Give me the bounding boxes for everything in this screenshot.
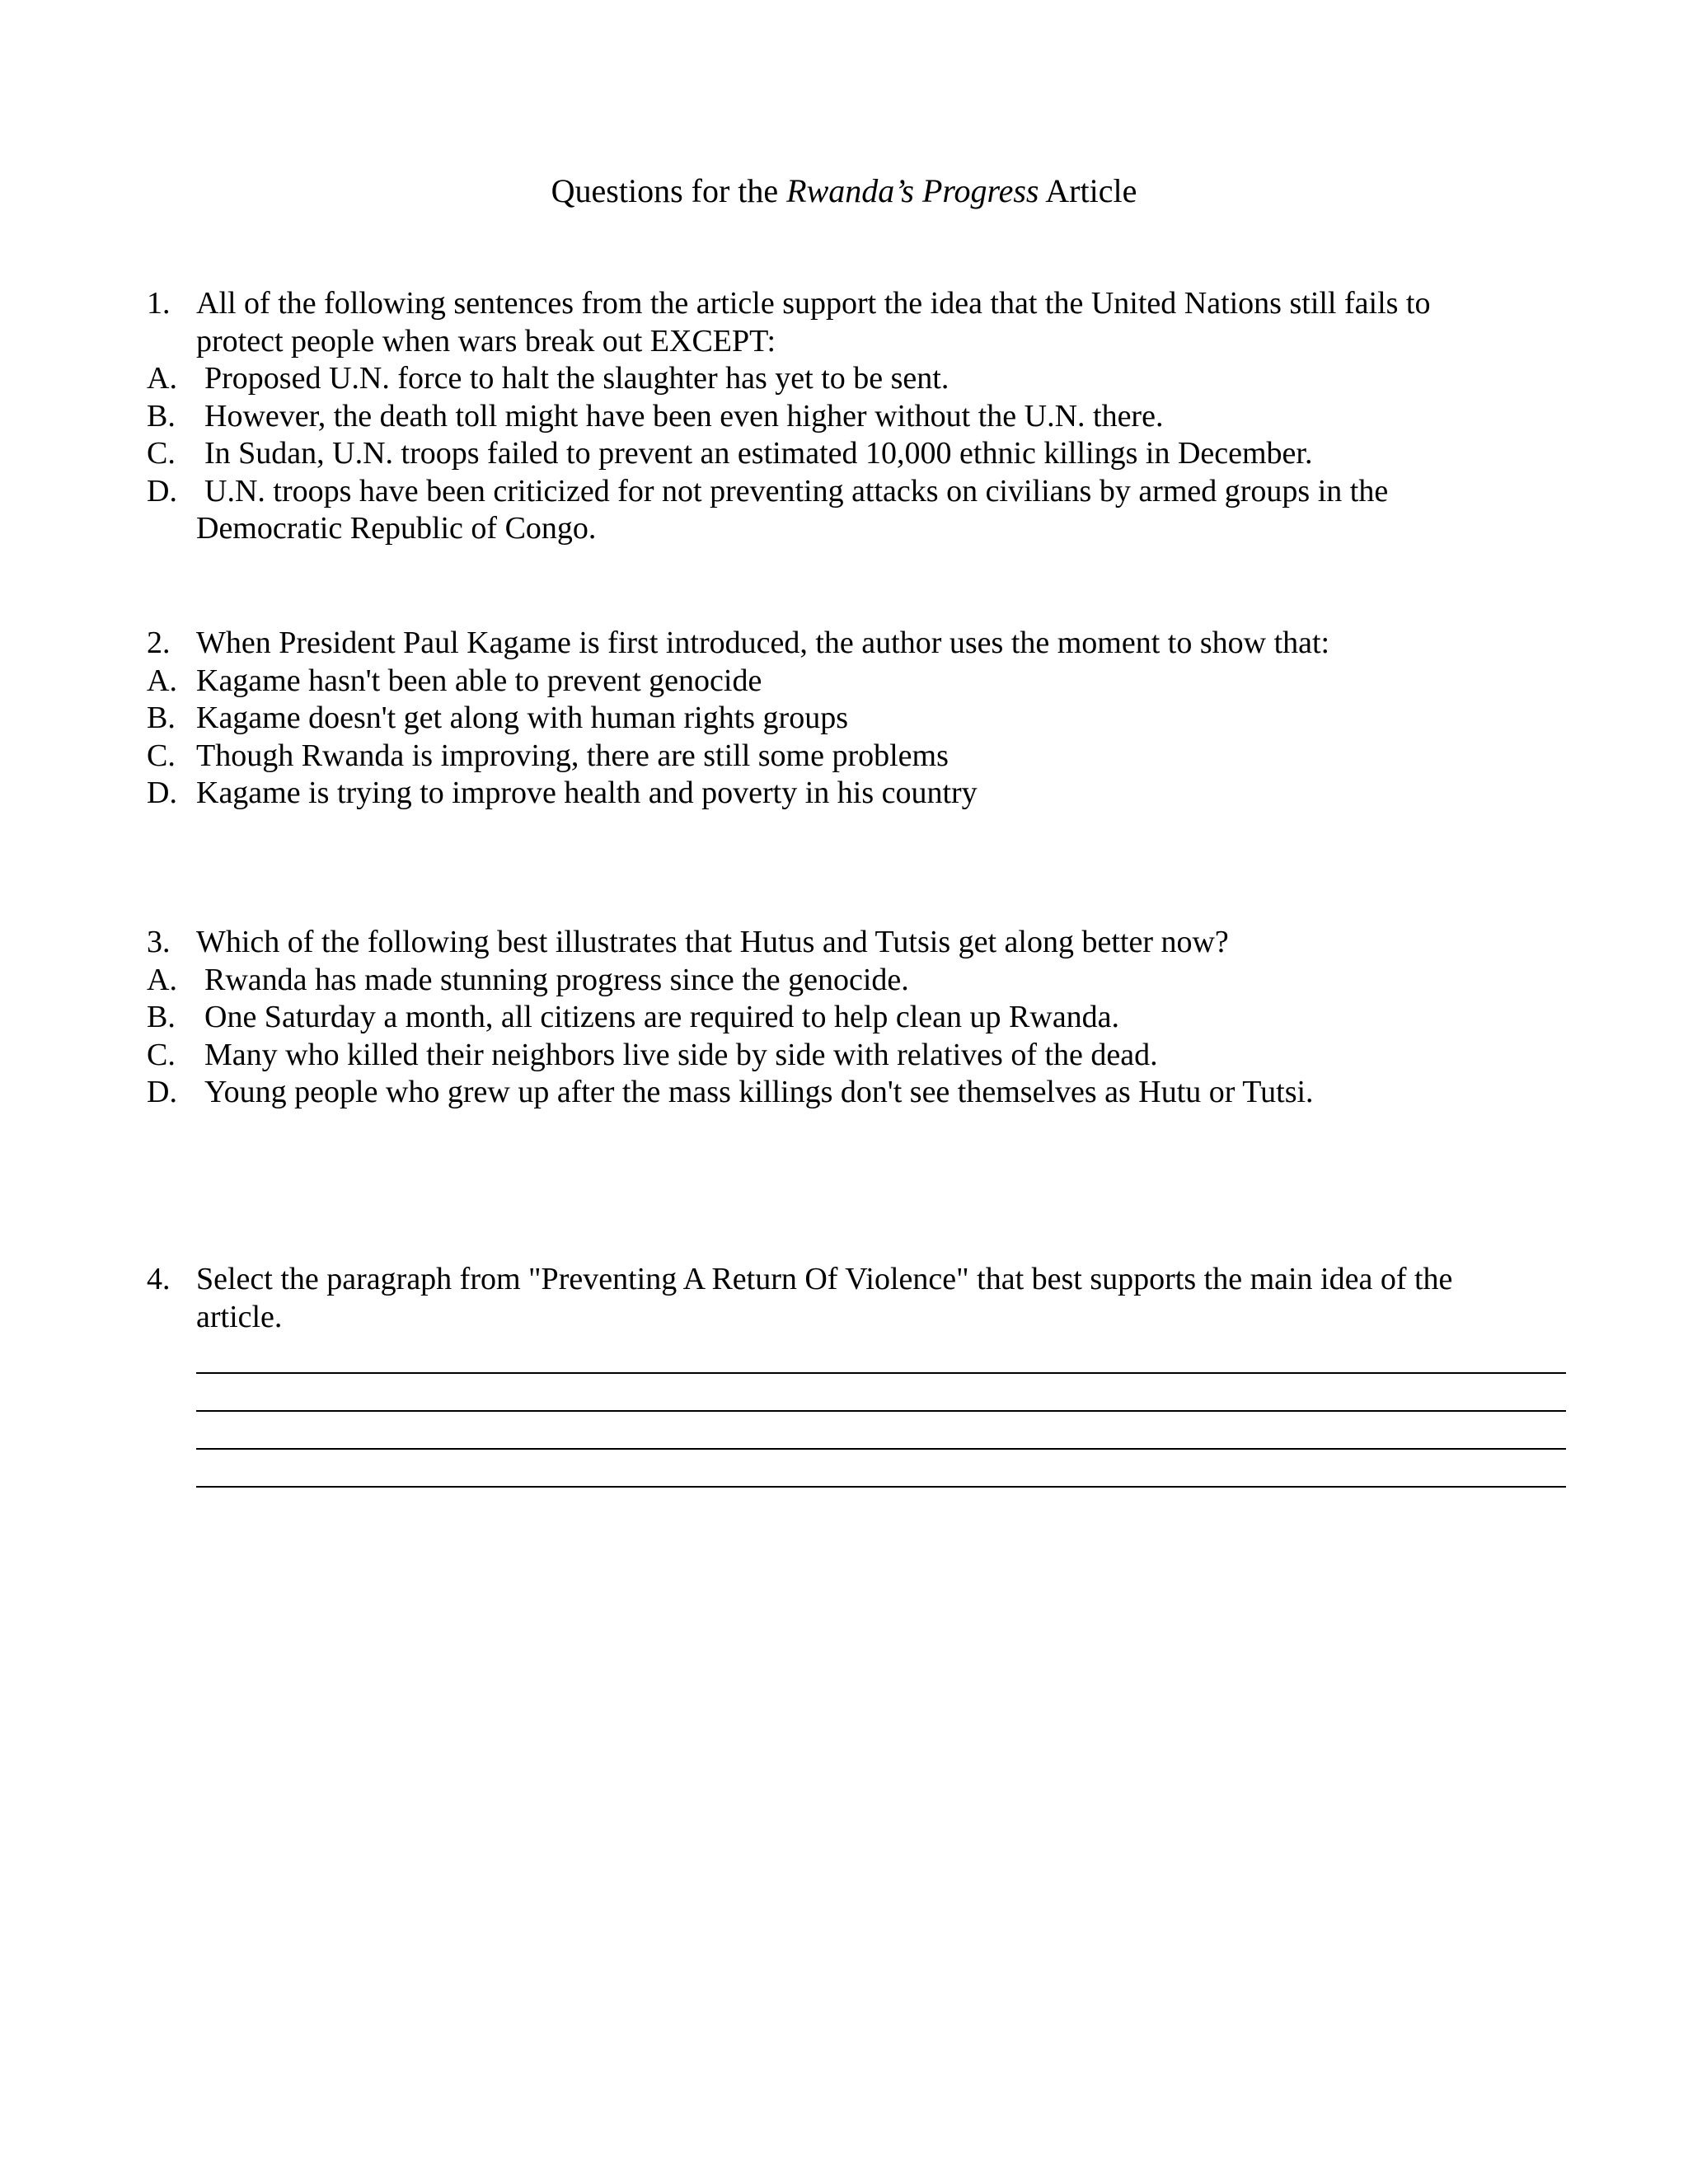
answer-line[interactable]: [196, 1410, 1566, 1412]
question-1-stem: [147, 285, 1581, 323]
question-1-stem-cont: [147, 323, 1581, 361]
question-stem-line: Which of the following best illustrates that Hutus and Tutsis get along better now?: [196, 925, 1229, 959]
option-letter: A.: [147, 361, 177, 396]
option-c: [147, 435, 1581, 473]
question-number: 2.: [147, 626, 171, 660]
option-text: Young people who grew up after the mass killings don't see themselves as Hutu or Tutsi.: [204, 1075, 1314, 1109]
answer-line[interactable]: [196, 1372, 1566, 1374]
option-c: [147, 1037, 1581, 1075]
answer-area[interactable]: [196, 1372, 1566, 1524]
question-number: 3.: [147, 925, 171, 959]
option-a: [147, 360, 1581, 398]
option-text: Kagame doesn't get along with human rights groups: [196, 701, 848, 735]
option-text: Kagame is trying to improve health and poverty in his country: [196, 776, 978, 810]
question-1: [147, 285, 1581, 548]
question-4-stem: [147, 1261, 1581, 1299]
option-text: In Sudan, U.N. troops failed to prevent an estimated 10,000 ethnic killings in December.: [204, 436, 1313, 471]
option-d: [147, 775, 1581, 813]
question-number: 1.: [147, 286, 171, 321]
option-b: [147, 999, 1581, 1037]
option-letter: C.: [147, 1037, 176, 1072]
question-stem-line: When President Paul Kagame is first introduced, the author uses the moment to show that:: [196, 626, 1330, 660]
option-letter: C.: [147, 738, 176, 773]
option-letter: D.: [147, 776, 177, 810]
question-2: [147, 625, 1581, 813]
answer-line[interactable]: [196, 1448, 1566, 1450]
indent: [147, 510, 196, 548]
option-letter: A.: [147, 962, 177, 997]
option-letter: B.: [147, 398, 176, 434]
option-letter: B.: [147, 701, 176, 735]
indent: [147, 1299, 196, 1337]
option-letter: D.: [147, 1075, 177, 1109]
option-text: Democratic Republic of Congo.: [196, 511, 597, 546]
question-4-stem-cont: [147, 1299, 1581, 1337]
option-d-cont: [147, 510, 1581, 548]
page-title: [0, 169, 1688, 213]
question-stem-line: All of the following sentences from the article support the idea that the United Nations still fails to: [196, 286, 1431, 321]
option-d: [147, 473, 1581, 511]
question-4: [147, 1261, 1581, 1336]
option-text: Kagame hasn't been able to prevent genocide: [196, 663, 762, 698]
indent: [147, 323, 196, 361]
question-stem-line: article.: [196, 1299, 283, 1334]
option-d: [147, 1074, 1581, 1112]
question-3: [147, 924, 1581, 1112]
option-text: Many who killed their neighbors live side by side with relatives of the dead.: [204, 1037, 1158, 1072]
option-text: U.N. troops have been criticized for not preventing attacks on civilians by armed groups in the: [204, 473, 1389, 509]
option-b: [147, 700, 1581, 738]
option-a: [147, 663, 1581, 701]
option-letter: B.: [147, 1000, 176, 1034]
option-letter: D.: [147, 473, 177, 509]
option-text: Rwanda has made stunning progress since the genocide.: [204, 962, 909, 997]
title-suffix: Article: [1039, 172, 1137, 209]
question-stem-line: protect people when wars break out EXCEPT:: [196, 323, 776, 359]
option-a: [147, 962, 1581, 1000]
article-name: Rwanda’s Progress: [786, 172, 1039, 209]
option-letter: C.: [147, 436, 176, 471]
option-text: One Saturday a month, all citizens are required to help clean up Rwanda.: [204, 1000, 1120, 1034]
question-number: 4.: [147, 1262, 171, 1296]
option-text: Though Rwanda is improving, there are still some problems: [196, 738, 949, 773]
answer-line[interactable]: [196, 1486, 1566, 1488]
question-stem-line: Select the paragraph from "Preventing A Return Of Violence" that best supports the main idea of the: [196, 1262, 1453, 1296]
option-text: Proposed U.N. force to halt the slaughter has yet to be sent.: [204, 361, 950, 396]
question-3-stem: [147, 924, 1581, 962]
option-b: [147, 398, 1581, 436]
question-2-stem: [147, 625, 1581, 663]
option-text: However, the death toll might have been even higher without the U.N. there.: [204, 398, 1164, 434]
option-letter: A.: [147, 663, 177, 698]
title-prefix: Questions for the: [551, 172, 787, 209]
option-c: [147, 738, 1581, 776]
